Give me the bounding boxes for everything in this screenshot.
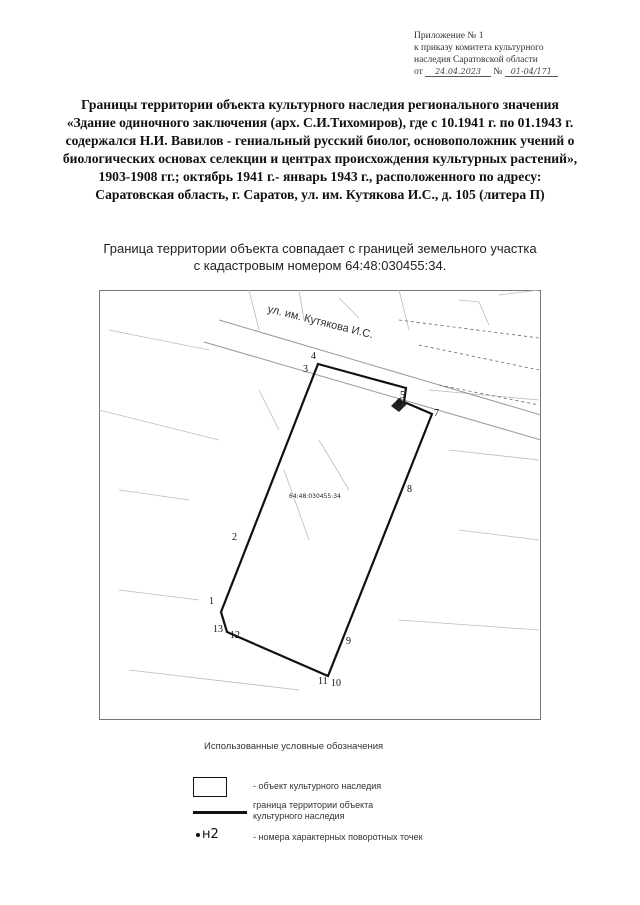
point-label-13: 13 xyxy=(213,624,223,635)
appendix-date: 24.04.2023 xyxy=(425,67,491,77)
point-label-12: 12 xyxy=(230,630,240,641)
appendix-number: 01-04/171 xyxy=(505,67,558,77)
document-title: Границы территории объекта культурного наследия регионального значения «Здание одиночного заключения (арх. С.И.Тихомиров), где с 10.1941 г. по 01.1943 г. содержался Н.И. Вавилов - гениальный русский биолог, основоположник учений о биологических основах селекции и центрах происхождения культурных растений», 1903-1908 гг.; октябрь 1941 г.- январь 1943 г., расположенного по адресу: Саратовская область, г. Саратов, ул. им. Кутякова И.С., д. 105 (литера П) xyxy=(62,97,578,202)
appendix-number-sign: № xyxy=(493,67,503,77)
subtitle-line-2: с кадастровым номером 64:48:030455:34. xyxy=(193,258,447,273)
subtitle-line-1: Граница территории объекта совпадает с границей земельного участка xyxy=(103,241,537,256)
cadastral-map xyxy=(99,290,541,720)
point-label-5: 5 xyxy=(400,390,405,401)
legend-object-symbol xyxy=(193,777,227,797)
appendix-line-1: Приложение № 1 xyxy=(414,31,484,41)
point-label-7: 7 xyxy=(434,408,439,419)
legend-point-symbol xyxy=(196,827,219,842)
appendix-from: от xyxy=(414,67,423,77)
appendix-block xyxy=(414,30,614,78)
appendix-line-4 xyxy=(414,66,614,78)
point-label-6: 6 xyxy=(397,397,402,408)
appendix-line-2: к приказу комитета культурного xyxy=(414,43,544,53)
legend-title: Использованные условные обозначения xyxy=(204,741,384,752)
point-label-3: 3 xyxy=(303,364,308,375)
cadastral-number-label: 64:48:030455:34 xyxy=(289,493,341,500)
street-label: ул. им. Кутякова И.С. xyxy=(266,303,375,342)
point-label-9: 9 xyxy=(346,636,351,647)
legend-point-text: н2 xyxy=(202,827,219,842)
legend-boundary-line-1: граница территории объекта xyxy=(253,800,374,810)
point-label-8: 8 xyxy=(407,484,412,495)
point-label-1: 1 xyxy=(209,596,214,607)
legend-points-label: - номера характерных поворотных точек xyxy=(253,832,423,842)
document-subtitle xyxy=(60,240,580,274)
point-dot-icon xyxy=(196,833,200,837)
legend-boundary-symbol xyxy=(193,811,247,814)
legend-boundary-label xyxy=(253,800,373,822)
legend-boundary-line-2: культурного наследия xyxy=(253,811,345,821)
legend-object-label: - объект культурного наследия xyxy=(253,781,382,791)
point-label-2: 2 xyxy=(232,532,237,543)
point-label-11: 11 xyxy=(318,676,328,687)
point-label-4: 4 xyxy=(311,351,316,362)
point-label-10: 10 xyxy=(331,678,341,689)
appendix-line-3: наследия Саратовской области xyxy=(414,55,538,65)
